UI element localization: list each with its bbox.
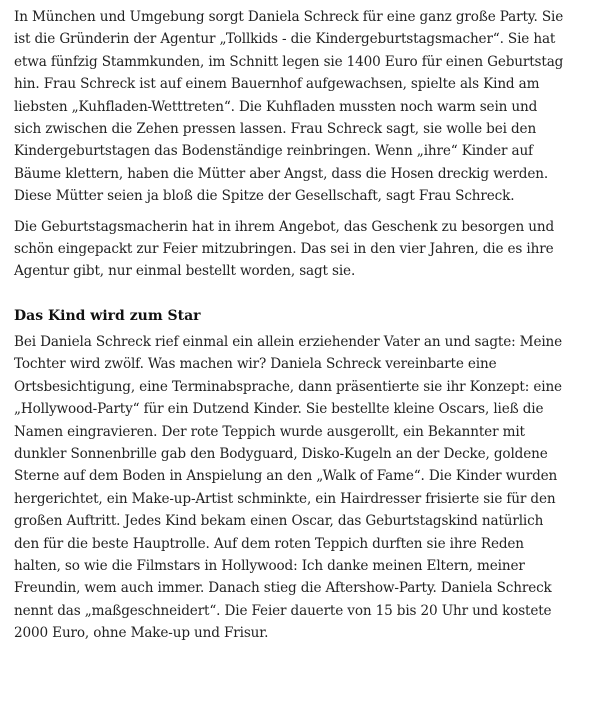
- paragraph-intro: In München und Umgebung sorgt Daniela Schreck für eine ganz große Party. Sie ist die Gründerin der Agentur „Tollkids - die Kindergeburtstagsmacher“. Sie hat etwa fünfzig Stammkunden, im Schnitt legen sie 1400 Euro für einen Geburtstag hin. Frau Schreck ist auf einem Bauernhof aufgewachsen, spielte als Kind am liebsten „Kuhfladen-Wetttreten“. Die Kuhfladen mussten noch warm sein und sich zwischen die Zehen pressen lassen. Frau Schreck sagt, sie wolle bei den Kindergeburtstagen das Bodenständige reinbringen. Wenn „ihre“ Kinder auf Bäume klettern, haben die Mütter aber Angst, dass die Hosen dreckig werden. Diese Mütter seien ja bloß die Spitze der Gesellschaft, sagt Frau Schreck.: [14, 9, 564, 205]
- section-heading: Das Kind wird zum Star: [14, 307, 201, 324]
- paragraph-hollywood-party: Bei Daniela Schreck rief einmal ein allein erziehender Vater an und sagte: Meine Tochter wird zwölf. Was machen wir? Daniela Schreck vereinbarte eine Ortsbesichtigung, eine Terminabsprache, dann präsentierte sie ihr Konzept: eine „Hollywood-Party“ für ein Dutzend Kinder. Sie bestellte kleine Oscars, ließ die Namen eingravieren. Der rote Teppich wurde ausgerollt, ein Bekannter mit dunkler Sonnenbrille gab den Bodyguard, Disko-Kugeln an der Decke, goldene Sterne auf dem Boden in Anspielung an den „Walk of Fame“. Die Kinder wurden hergerichtet, ein Make-up-Artist schminkte, ein Hairdresser frisierte sie für den großen Auftritt. Jedes Kind bekam einen Oscar, das Geburtstagskind natürlich den für die beste Hauptrolle. Auf dem roten Teppich durften sie ihre Reden halten, so wie die Filmstars in Hollywood: Ich danke meinen Eltern, meiner Freundin, wem auch immer. Danach stieg die Aftershow-Party. Daniela Schreck nennt das „maßgeschneidert“. Die Feier dauerte von 15 bis 20 Uhr und kostete 2000 Euro, ohne Make-up und Frisur.: [14, 333, 563, 642]
- paragraph-gift-service: Die Geburtstagsmacherin hat in ihrem Angebot, das Geschenk zu besorgen und schön eingepackt zur Feier mitzubringen. Das sei in den vier Jahren, die es ihre Agentur gibt, nur einmal bestellt worden, sagt sie.: [14, 218, 555, 280]
